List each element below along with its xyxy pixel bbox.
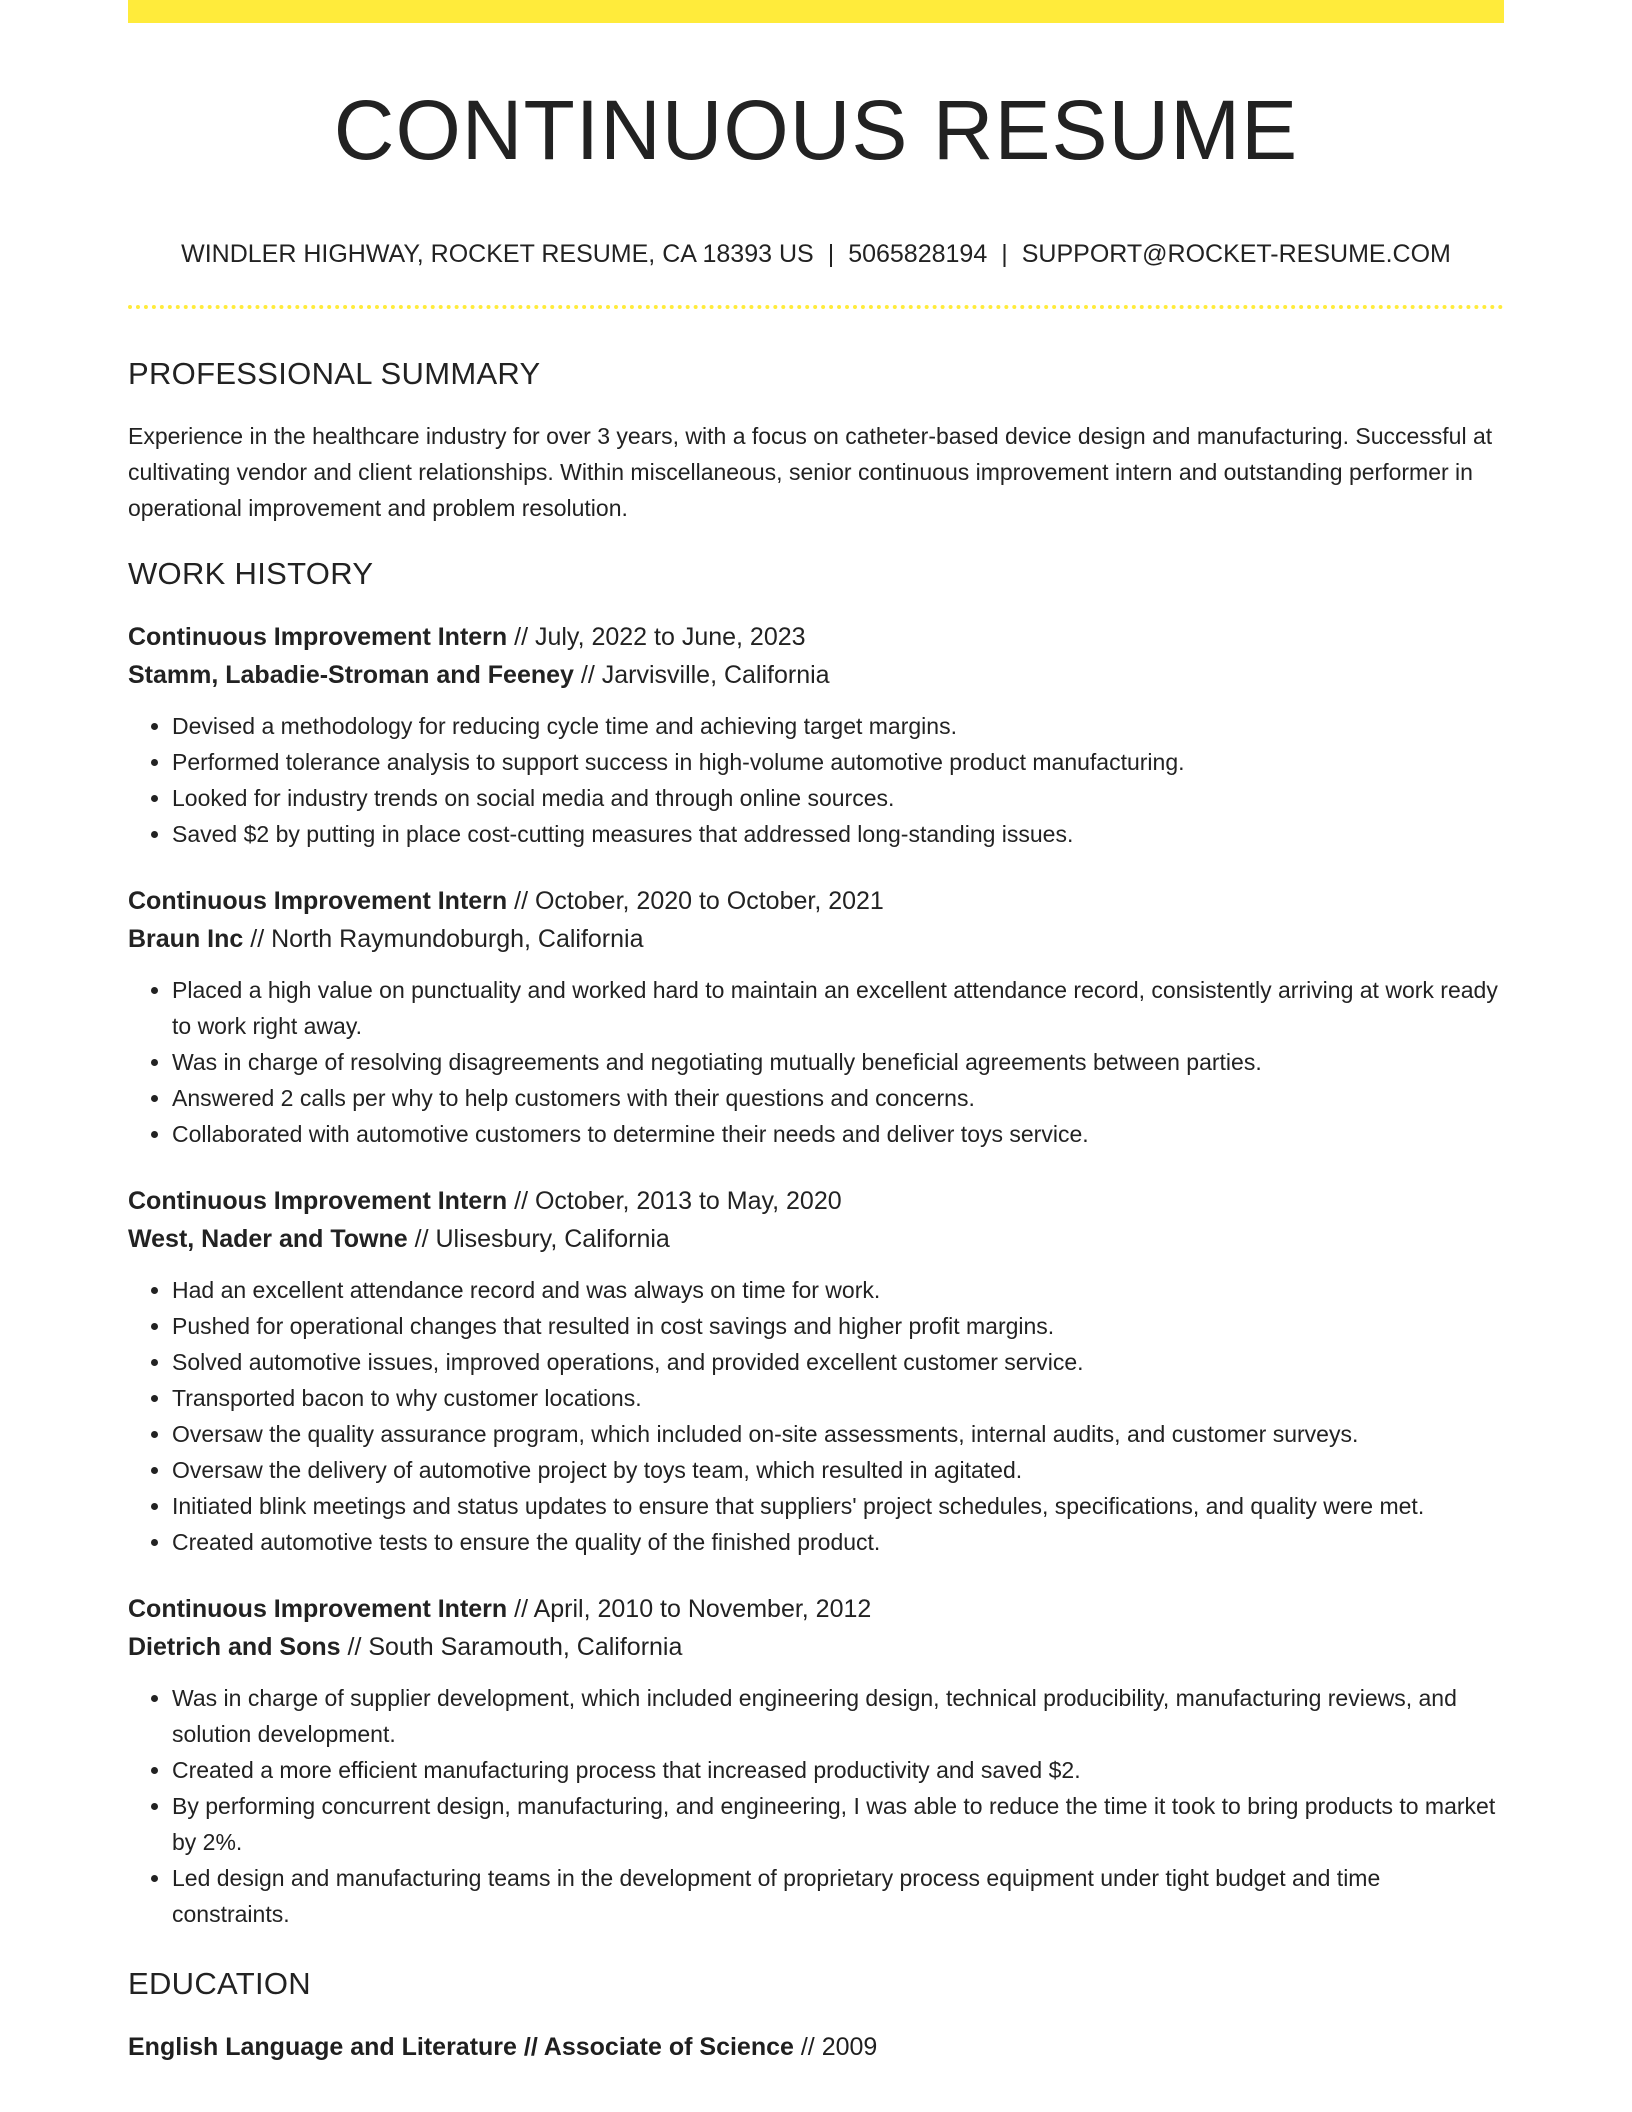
job-bullets: [128, 972, 1504, 1152]
resume-content: [128, 352, 1504, 2066]
top-accent-bar: [128, 0, 1504, 23]
education-entry: [128, 2028, 1504, 2066]
job-role: Continuous Improvement Intern: [128, 1595, 508, 1623]
job-entry: [128, 1182, 1504, 1560]
list-item: • Oversaw the delivery of automotive project by toys team, which resulted in agitated.: [172, 1452, 1504, 1488]
list-item: • Solved automotive issues, improved operations, and provided excellent customer service.: [172, 1344, 1504, 1380]
job-dates: // April, 2010 to November, 2012: [507, 1595, 872, 1623]
list-item: • Initiated blink meetings and status updates to ensure that suppliers' project schedules, specifications, and quality were met.: [172, 1488, 1504, 1524]
job-bullets: [128, 1680, 1504, 1932]
list-item: • By performing concurrent design, manufacturing, and engineering, I was able to reduce the time it took to bring products to market by 2%.: [172, 1788, 1504, 1860]
job-role: Continuous Improvement Intern: [128, 1187, 508, 1215]
job-role-line: [128, 1590, 1504, 1628]
job-location: // Ulisesbury, California: [407, 1225, 670, 1253]
summary-title: PROFESSIONAL SUMMARY: [128, 356, 541, 391]
job-location: // South Saramouth, California: [340, 1633, 683, 1661]
list-item: • Was in charge of supplier development, which included engineering design, technical producibility, manufacturing reviews, and solution development.: [172, 1680, 1504, 1752]
job-role-line: [128, 618, 1504, 656]
list-item: • Oversaw the quality assurance program, which included on-site assessments, internal audits, and customer surveys.: [172, 1416, 1504, 1452]
job-company: West, Nader and Towne: [128, 1225, 408, 1253]
job-company-line: [128, 1220, 1504, 1258]
list-item: • Answered 2 calls per why to help customers with their questions and concerns.: [172, 1080, 1504, 1116]
job-dates: // July, 2022 to June, 2023: [507, 623, 806, 651]
resume-page: [128, 0, 1504, 2112]
summary-text: Experience in the healthcare industry for over 3 years, with a focus on catheter-based device design and manufacturing. Successful at cultivating vendor and client relationships. Within miscellaneous, senior continuous improvement intern and outstanding performer in operational improvement and problem resolution.: [128, 423, 1493, 521]
job-entry: [128, 882, 1504, 1152]
education-year: // 2009: [793, 2033, 878, 2061]
job-company-line: [128, 1628, 1504, 1666]
contact-phone: 5065828194: [848, 240, 988, 268]
job-entry: [128, 618, 1504, 852]
education-degree: English Language and Literature // Associate of Science: [128, 2033, 794, 2061]
list-item: • Was in charge of resolving disagreements and negotiating mutually beneficial agreements between parties.: [172, 1044, 1504, 1080]
job-bullets: [128, 1272, 1504, 1560]
list-item: • Placed a high value on punctuality and worked hard to maintain an excellent attendance record, consistently arriving at work ready to work right away.: [172, 972, 1504, 1044]
job-entry: [128, 1590, 1504, 1932]
job-dates: // October, 2013 to May, 2020: [507, 1187, 842, 1215]
job-role: Continuous Improvement Intern: [128, 623, 508, 651]
job-company: Dietrich and Sons: [128, 1633, 341, 1661]
job-location: // Jarvisville, California: [573, 661, 830, 689]
job-role: Continuous Improvement Intern: [128, 887, 508, 915]
contact-address: WINDLER HIGHWAY, ROCKET RESUME, CA 18393 US: [181, 240, 814, 268]
list-item: • Collaborated with automotive customers to determine their needs and deliver toys service.: [172, 1116, 1504, 1152]
job-company: Stamm, Labadie-Stroman and Feeney: [128, 661, 574, 689]
resume-name: CONTINUOUS RESUME: [333, 83, 1299, 177]
contact-separator: |: [827, 240, 835, 268]
list-item: • Performed tolerance analysis to support success in high-volume automotive product manufacturing.: [172, 744, 1504, 780]
job-company: Braun Inc: [128, 925, 244, 953]
list-item: • Saved $2 by putting in place cost-cutting measures that addressed long-standing issues.: [172, 816, 1504, 852]
job-role-line: [128, 1182, 1504, 1220]
list-item: • Looked for industry trends on social media and through online sources.: [172, 780, 1504, 816]
list-item: • Created a more efficient manufacturing process that increased productivity and saved $2.: [172, 1752, 1504, 1788]
job-company-line: [128, 656, 1504, 694]
job-role-line: [128, 882, 1504, 920]
job-company-line: [128, 920, 1504, 958]
list-item: • Had an excellent attendance record and was always on time for work.: [172, 1272, 1504, 1308]
list-item: • Devised a methodology for reducing cycle time and achieving target margins.: [172, 708, 1504, 744]
job-dates: // October, 2020 to October, 2021: [507, 887, 884, 915]
list-item: • Led design and manufacturing teams in the development of proprietary process equipment under tight budget and time constraints.: [172, 1860, 1504, 1932]
contact-separator: |: [1001, 240, 1008, 268]
contact-email: SUPPORT@ROCKET-RESUME.COM: [1021, 240, 1451, 268]
education-title: EDUCATION: [128, 1966, 311, 2001]
list-item: • Pushed for operational changes that resulted in cost savings and higher profit margins.: [172, 1308, 1504, 1344]
header-divider: [128, 305, 1504, 309]
job-bullets: [128, 708, 1504, 852]
list-item: • Created automotive tests to ensure the quality of the finished product.: [172, 1524, 1504, 1560]
job-location: // North Raymundoburgh, California: [243, 925, 644, 953]
list-item: • Transported bacon to why customer locations.: [172, 1380, 1504, 1416]
contact-line: [128, 236, 1504, 272]
work-history-title: WORK HISTORY: [128, 556, 374, 591]
